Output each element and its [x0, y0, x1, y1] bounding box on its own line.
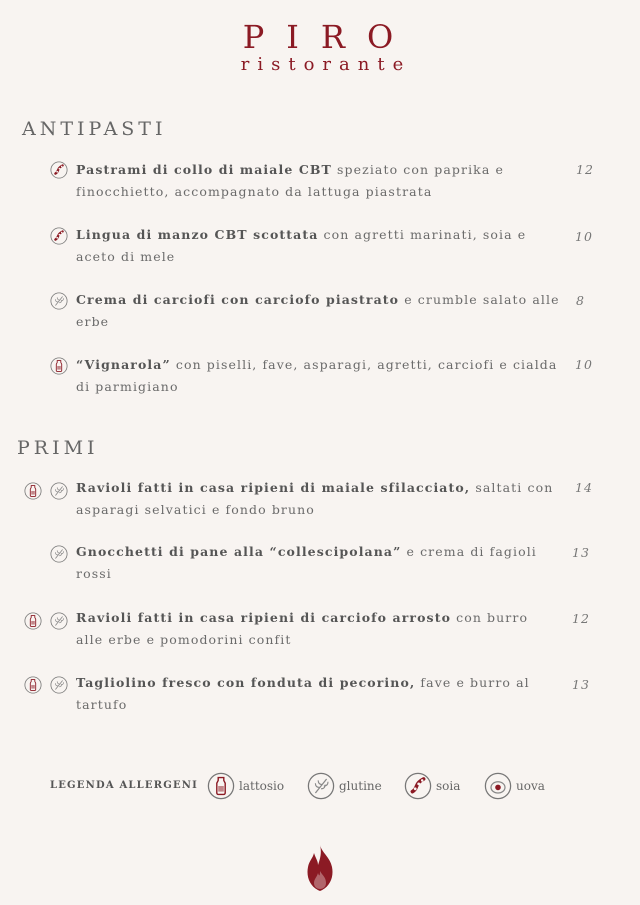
- dish-price: 13: [572, 545, 590, 560]
- glutine-icon: [50, 292, 68, 310]
- menu-item: [76, 224, 560, 268]
- dish-price: 10: [575, 229, 593, 244]
- menu-item: [76, 541, 560, 585]
- dish-price: 12: [572, 611, 590, 626]
- dish-price: 8: [576, 293, 585, 308]
- restaurant-name: PIRO: [242, 18, 416, 56]
- dish-price: 14: [575, 480, 593, 495]
- soia-icon: [50, 227, 68, 245]
- glutine-icon: [50, 676, 68, 694]
- legend-label: soia: [436, 779, 461, 793]
- dish-description: fave e burro al tartufo: [76, 675, 530, 712]
- lattosio-icon: [24, 612, 42, 630]
- menu-item: [76, 289, 560, 333]
- soia-icon: [50, 161, 68, 179]
- menu-item: [76, 477, 560, 521]
- dish-description: con burro alle erbe e pomodorini confit: [76, 610, 529, 647]
- dish-description: e crumble salato alle erbe: [76, 292, 560, 329]
- lattosio-icon: [24, 482, 42, 500]
- legend-label: uova: [516, 779, 545, 793]
- dish-name: “Vignarola”: [76, 357, 171, 372]
- glutine-icon: [50, 612, 68, 630]
- dish-price: 10: [575, 357, 593, 372]
- section-title-antipasti: ANTIPASTI: [22, 118, 167, 140]
- menu-item: [76, 672, 560, 716]
- soia-icon: [404, 772, 432, 800]
- dish-description: con agretti marinati, soia e aceto di mele: [76, 227, 527, 264]
- uova-icon: [484, 772, 512, 800]
- lattosio-icon: [50, 357, 68, 375]
- menu-item: [76, 354, 560, 398]
- legend-item-soia: [404, 772, 460, 800]
- dish-description: e crema di fagioli rossi: [76, 544, 537, 581]
- dish-description: speziato con paprika e finocchietto, accompagnato da lattuga piastrata: [76, 162, 504, 199]
- legend-item-lattosio: [207, 772, 284, 800]
- section-title-primi: PRIMI: [17, 437, 99, 459]
- dish-name: Pastrami di collo di maiale CBT: [76, 162, 332, 177]
- dish-description: con piselli, fave, asparagi, agretti, carciofi e cialda di parmigiano: [76, 357, 558, 394]
- menu-item: [76, 607, 560, 651]
- glutine-icon: [50, 482, 68, 500]
- glutine-icon: [50, 545, 68, 563]
- legend-item-uova: [484, 772, 545, 800]
- dish-name: Lingua di manzo CBT scottata: [76, 227, 319, 242]
- dish-name: Tagliolino fresco con fonduta di pecorino,: [76, 675, 416, 690]
- legend-label: lattosio: [239, 779, 285, 793]
- dish-price: 13: [572, 677, 590, 692]
- legend-item-glutine: [307, 772, 382, 800]
- flame-icon: [302, 843, 338, 893]
- dish-name: Ravioli fatti in casa ripieni di carciofo arrosto: [76, 610, 452, 625]
- menu-item: [76, 159, 560, 203]
- lattosio-icon: [24, 676, 42, 694]
- restaurant-subtitle: ristorante: [240, 54, 412, 75]
- dish-description: saltati con asparagi selvatici e fondo bruno: [76, 480, 554, 517]
- dish-name: Ravioli fatti in casa ripieni di maiale sfilacciato,: [76, 480, 471, 495]
- legend-label: glutine: [339, 779, 382, 793]
- dish-name: Gnocchetti di pane alla “collescipolana”: [76, 544, 402, 559]
- glutine-icon: [307, 772, 335, 800]
- lattosio-icon: [207, 772, 235, 800]
- legend-title: LEGENDA ALLERGENI: [50, 780, 199, 791]
- dish-name: Crema di carciofi con carciofo piastrato: [76, 292, 400, 307]
- dish-price: 12: [576, 162, 594, 177]
